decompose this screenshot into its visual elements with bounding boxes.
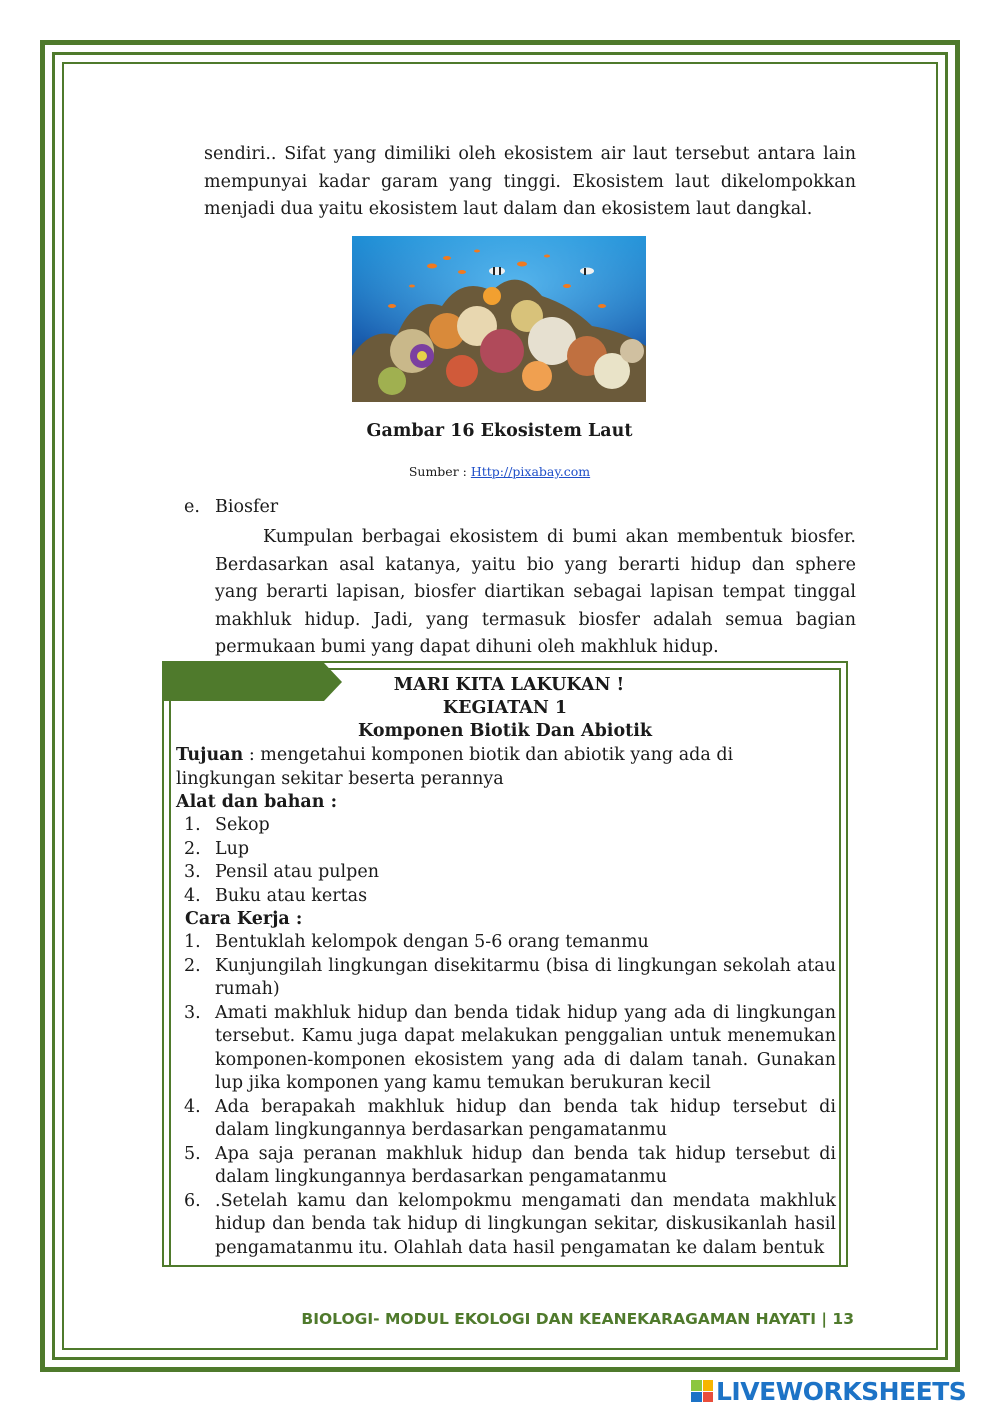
item-number: 1. — [184, 815, 201, 835]
cara-list — [176, 931, 836, 1260]
activity-topic: Komponen Biotik Dan Abiotik — [358, 721, 652, 741]
activity-number: KEGIATAN 1 — [442, 698, 568, 718]
item-text: Apa saja peranan makhluk hidup dan benda tak hidup tersebut di dalam lingkungannya berdasarkan pengamatanmu — [215, 1143, 836, 1187]
biosfer-text: Kumpulan berbagai ekosistem di bumi akan membentuk biosfer. Berdasarkan asal katanya, yaitu bio yang berarti hidup dan sphere yang berarti lapisan, biosfer diartikan sebagai lapisan tempat tinggal makhluk hidup. Jadi, yang termasuk biosfer adalah semua bagian permukaan bumi yang dapat dihuni oleh makhluk hidup. — [215, 527, 856, 657]
item-text: .Setelah kamu dan kelompokmu mengamati dan mendata makhluk hidup dan benda tak hidup di lingkungan sekitar, diskusikanlah hasil pengamatanmu itu. Olahlah data hasil pengamatan ke dalam bentuk — [215, 1190, 836, 1258]
liveworksheets-logo-icon — [691, 1380, 713, 1402]
list-item — [176, 1190, 836, 1261]
item-text: Bentuklah kelompok dengan 5-6 orang temanmu — [215, 932, 649, 952]
activity-box — [162, 661, 848, 1267]
item-number: 4. — [184, 1096, 201, 1117]
tujuan-text — [176, 744, 836, 791]
item-number: 5. — [184, 1143, 201, 1164]
item-number: 4. — [184, 885, 201, 906]
list-item — [176, 931, 836, 955]
source-link[interactable]: Http://pixabay.com — [470, 464, 591, 479]
biosfer-paragraph — [215, 524, 856, 662]
cara-label: Cara Kerja : — [185, 909, 303, 929]
section-title: Biosfer — [215, 497, 279, 517]
item-text: Sekop — [215, 815, 270, 835]
item-text: Pensil atau pulpen — [215, 862, 379, 882]
item-text: Buku atau kertas — [215, 885, 368, 906]
item-text: Kunjungilah lingkungan disekitarmu (bisa di lingkungan sekolah atau rumah) — [215, 955, 836, 999]
item-text: Lup — [215, 838, 250, 859]
alat-list — [176, 814, 836, 908]
item-text: Ada berapakah makhluk hidup dan benda tak hidup tersebut di dalam lingkungannya berdasarkan pengamatanmu — [215, 1096, 836, 1140]
figure-caption: Gambar 16 Ekosistem Laut — [366, 421, 633, 441]
list-item — [176, 1096, 836, 1143]
coral-reef-photo — [352, 236, 646, 402]
activity-heading: MARI KITA LAKUKAN ! — [393, 675, 625, 695]
tujuan-label: Tujuan — [176, 745, 244, 765]
section-letter: e. — [184, 497, 200, 517]
list-item — [176, 955, 836, 1002]
item-number: 6. — [184, 1190, 201, 1211]
watermark-text: LIVEWORKSHEETS — [716, 1376, 967, 1406]
list-item — [176, 1002, 836, 1096]
item-text: Amati makhluk hidup dan benda tidak hidup yang ada di lingkungan tersebut. Kamu juga dapat melakukan penggalian untuk menemukan komponen-komponen ekosistem yang ada di dalam tanah. Gunakan lup jika komponen yang kamu temukan berukuran kecil — [215, 1002, 836, 1093]
ribbon-banner — [164, 663, 342, 701]
figure-source — [0, 464, 999, 479]
liveworksheets-watermark — [691, 1374, 966, 1408]
list-item — [176, 885, 836, 909]
list-item — [176, 861, 836, 885]
list-item — [176, 814, 836, 838]
intro-paragraph: sendiri.. Sifat yang dimiliki oleh ekosistem air laut tersebut antara lain mempunyai kadar garam yang tinggi. Ekosistem laut dikelompokkan menjadi dua yaitu ekosistem laut dalam dan ekosistem laut dangkal. — [204, 144, 856, 219]
tujuan-body: : mengetahui komponen biotik dan abiotik yang ada di lingkungan sekitar beserta perannya — [176, 745, 734, 789]
list-item — [176, 838, 836, 862]
item-number: 1. — [184, 932, 201, 952]
item-number: 2. — [184, 838, 201, 859]
source-label: Sumber : — [408, 464, 471, 479]
item-number: 3. — [184, 1002, 201, 1023]
list-item — [176, 1143, 836, 1190]
page-footer: BIOLOGI- MODUL EKOLOGI DAN KEANEKARAGAMAN HAYATI | 13 — [301, 1310, 854, 1328]
alat-label: Alat dan bahan : — [176, 792, 338, 812]
item-number: 2. — [184, 955, 201, 976]
item-number: 3. — [184, 862, 201, 882]
